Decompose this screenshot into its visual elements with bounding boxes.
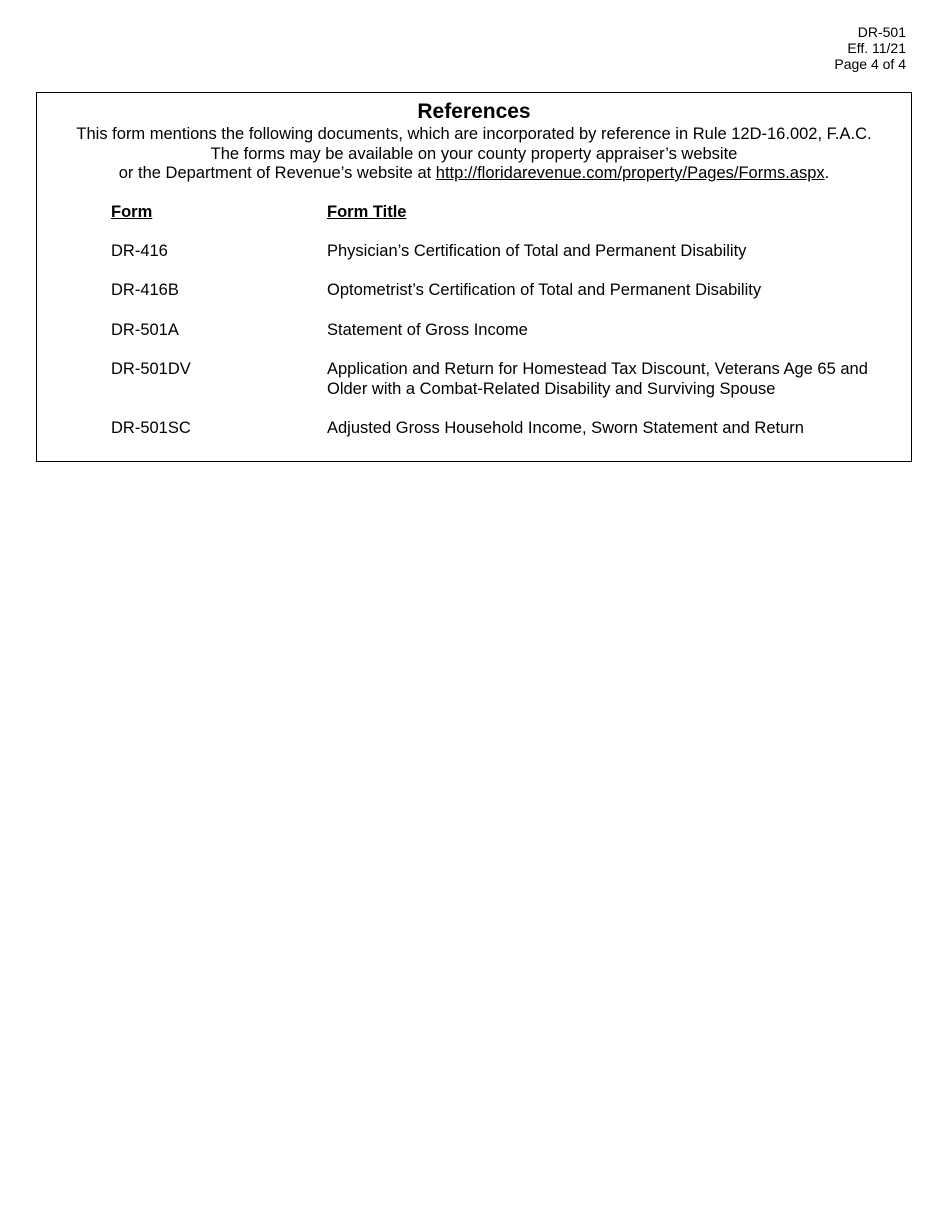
reference-form-title: Optometrist’s Certification of Total and Permanent Disability xyxy=(327,281,762,299)
references-title: References xyxy=(417,100,531,123)
intro-line-3-suffix: . xyxy=(824,164,830,182)
intro-line-1: This form mentions the following documents, which are incorporated by reference in Rule 12D-16.002, F.A.C. xyxy=(76,125,872,143)
reference-form-number: DR-501DV xyxy=(111,360,191,378)
form-number: DR-501 xyxy=(857,24,906,40)
reference-form-number: DR-416B xyxy=(111,281,179,299)
reference-form-number: DR-501SC xyxy=(111,419,191,437)
reference-form-title: Adjusted Gross Household Income, Sworn Statement and Return xyxy=(327,419,804,437)
reference-form-number: DR-501A xyxy=(111,321,179,339)
page-number: Page 4 of 4 xyxy=(834,56,906,72)
column-header-form: Form xyxy=(111,203,153,221)
reference-form-title: Statement of Gross Income xyxy=(327,321,528,339)
intro-line-3-prefix: or the Department of Revenue’s website at xyxy=(118,164,436,182)
effective-date: Eff. 11/21 xyxy=(847,40,906,56)
document-header xyxy=(834,24,906,72)
reference-form-number: DR-416 xyxy=(111,242,168,260)
intro-line-2: The forms may be available on your county property appraiser’s website xyxy=(210,144,738,163)
column-header-form-title: Form Title xyxy=(327,203,407,221)
reference-form-title: Physician’s Certification of Total and Permanent Disability xyxy=(327,242,747,260)
references-section xyxy=(36,92,912,462)
intro-line-3 xyxy=(37,164,911,184)
dor-forms-link[interactable]: http://floridarevenue.com/property/Pages/Forms.aspx xyxy=(435,164,825,182)
reference-form-title: Application and Return for Homestead Tax Discount, Veterans Age 65 and Older with a Combat-Related Disability and Surviving Spouse xyxy=(327,360,868,398)
references-intro xyxy=(37,125,911,184)
